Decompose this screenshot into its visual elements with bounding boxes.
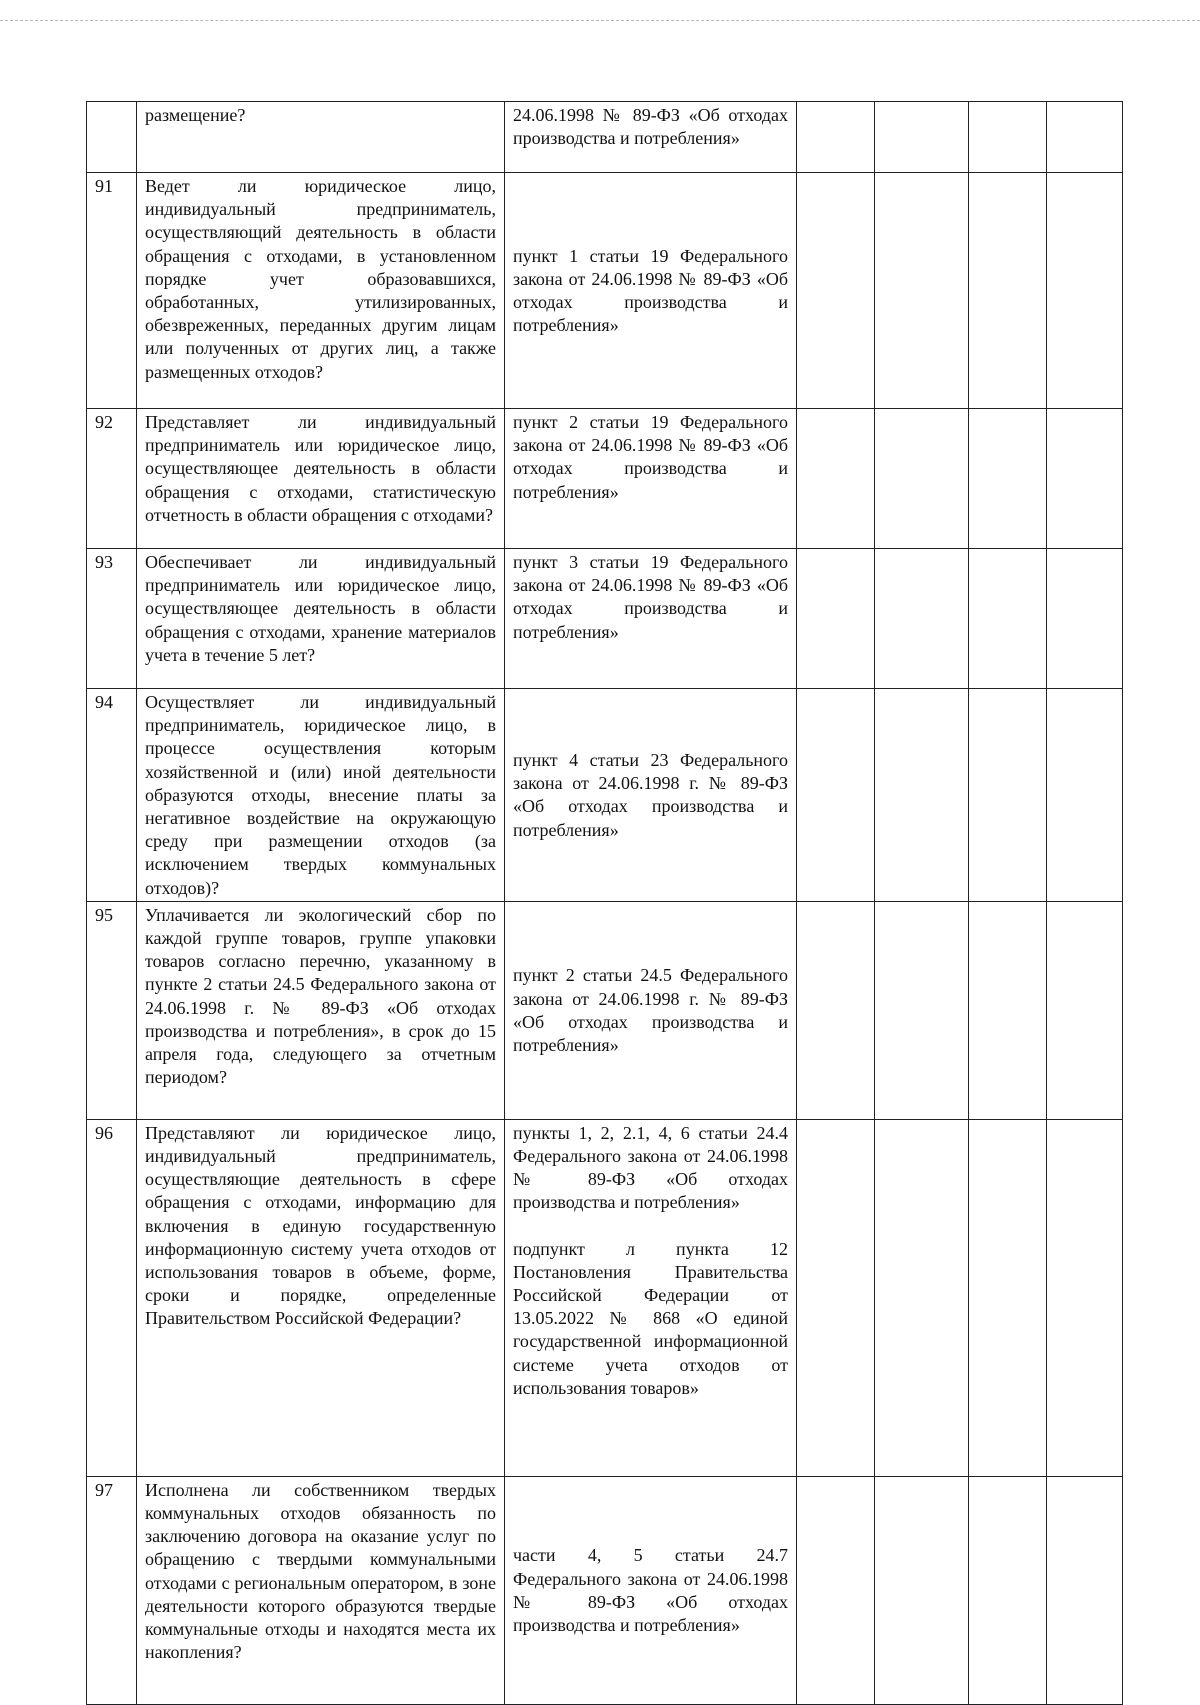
answer-no-cell[interactable] (875, 409, 969, 549)
row-number: 95 (87, 901, 137, 1119)
row-number: 92 (87, 409, 137, 549)
answer-na-cell[interactable] (969, 1476, 1047, 1704)
note-cell[interactable] (1047, 549, 1123, 689)
checklist-table (86, 101, 1123, 1705)
reference-paragraph: подпункт л пункта 12 Постановления Правительства Российской Федерации от 13.05.2022 № 868 «О единой государственной информационной системе учета отходов от использования товаров» (513, 1238, 788, 1398)
answer-yes-cell[interactable] (797, 549, 875, 689)
table-row (87, 409, 1123, 549)
note-cell[interactable] (1047, 689, 1123, 902)
legal-reference (505, 549, 797, 689)
table-row (87, 901, 1123, 1119)
question-text: Осуществляет ли индивидуальный предприниматель, юридическое лицо, в процессе осуществления которым хозяйственной и (или) иной деятельности образуются отходы, внесение платы за негативное воздействие на окружающую среду при размещении отходов (за исключением твердых коммунальных отходов)? (137, 689, 505, 902)
legal-reference (505, 173, 797, 409)
row-number: 93 (87, 549, 137, 689)
reference-paragraph: пункт 2 статьи 19 Федерального закона от 24.06.1998 № 89-ФЗ «Об отходах производства и потребления» (513, 412, 788, 502)
answer-na-cell[interactable] (969, 549, 1047, 689)
note-cell[interactable] (1047, 1119, 1123, 1476)
answer-no-cell[interactable] (875, 689, 969, 902)
answer-no-cell[interactable] (875, 1476, 969, 1704)
answer-no-cell[interactable] (875, 549, 969, 689)
note-cell[interactable] (1047, 409, 1123, 549)
table-row (87, 102, 1123, 173)
answer-yes-cell[interactable] (797, 409, 875, 549)
reference-paragraph: 24.06.1998 № 89-ФЗ «Об отходах производства и потребления» (513, 105, 788, 149)
legal-reference (505, 1119, 797, 1476)
answer-yes-cell[interactable] (797, 1476, 875, 1704)
scan-edge-line (0, 20, 1200, 21)
answer-na-cell[interactable] (969, 173, 1047, 409)
question-text: размещение? (137, 102, 505, 173)
reference-paragraph: части 4, 5 статьи 24.7 Федерального закона от 24.06.1998 № 89-ФЗ «Об отходах производства и потребления» (513, 1545, 788, 1636)
answer-na-cell[interactable] (969, 409, 1047, 549)
row-number: 97 (87, 1476, 137, 1704)
note-cell[interactable] (1047, 173, 1123, 409)
answer-no-cell[interactable] (875, 1119, 969, 1476)
answer-na-cell[interactable] (969, 1119, 1047, 1476)
answer-yes-cell[interactable] (797, 102, 875, 173)
note-cell[interactable] (1047, 102, 1123, 173)
question-text: Представляют ли юридическое лицо, индивидуальный предприниматель, осуществляющие деятельность в сфере обращения с отходами, информацию для включения в единую государственную информационную систему учета отходов от использования товаров в объеме, форме, сроки и порядке, определенные Правительством Российской Федерации? (137, 1119, 505, 1476)
answer-no-cell[interactable] (875, 901, 969, 1119)
question-text: Ведет ли юридическое лицо, индивидуальный предприниматель, осуществляющий деятельность в области обращения с отходами, в установленном порядке учет образовавшихся, обработанных, утилизированных, обезвреженных, переданных другим лицам или полученных от других лиц, а также размещенных отходов? (137, 173, 505, 409)
table-row (87, 549, 1123, 689)
answer-yes-cell[interactable] (797, 901, 875, 1119)
legal-reference (505, 409, 797, 549)
legal-reference (505, 1476, 797, 1704)
table-row (87, 689, 1123, 902)
legal-reference (505, 102, 797, 173)
answer-yes-cell[interactable] (797, 1119, 875, 1476)
row-number: 96 (87, 1119, 137, 1476)
question-text: Исполнена ли собственником твердых коммунальных отходов обязанность по заключению договора на оказание услуг по обращению с твердыми коммунальными отходами с региональным оператором, в зоне деятельности которого образуются твердые коммунальные отходы и находятся места их накопления? (137, 1476, 505, 1704)
answer-na-cell[interactable] (969, 102, 1047, 173)
row-number: 91 (87, 173, 137, 409)
note-cell[interactable] (1047, 1476, 1123, 1704)
reference-paragraph: пункт 4 статьи 23 Федерального закона от 24.06.1998 г. № 89-ФЗ «Об отходах производства и потребления» (513, 750, 788, 840)
answer-no-cell[interactable] (875, 173, 969, 409)
answer-no-cell[interactable] (875, 102, 969, 173)
reference-paragraph: пункты 1, 2, 2.1, 4, 6 статьи 24.4 Федерального закона от 24.06.1998 № 89-ФЗ «Об отходах производства и потребления» (513, 1122, 788, 1213)
question-text: Уплачивается ли экологический сбор по каждой группе товаров, группе упаковки товаров согласно перечню, указанному в пункте 2 статьи 24.5 Федерального закона от 24.06.1998 г. № 89-ФЗ «Об отходах производства и потребления», в срок до 15 апреля года, следующего за отчетным периодом? (137, 901, 505, 1119)
note-cell[interactable] (1047, 901, 1123, 1119)
row-number (87, 102, 137, 173)
question-text: Представляет ли индивидуальный предприниматель или юридическое лицо, осуществляющее деятельность в области обращения с отходами, статистическую отчетность в области обращения с отходами? (137, 409, 505, 549)
reference-paragraph: пункт 3 статьи 19 Федерального закона от 24.06.1998 № 89-ФЗ «Об отходах производства и потребления» (513, 552, 788, 642)
answer-na-cell[interactable] (969, 901, 1047, 1119)
row-number: 94 (87, 689, 137, 902)
reference-paragraph: пункт 1 статьи 19 Федерального закона от 24.06.1998 № 89-ФЗ «Об отходах производства и потребления» (513, 245, 788, 336)
answer-yes-cell[interactable] (797, 173, 875, 409)
table-row (87, 1476, 1123, 1704)
answer-yes-cell[interactable] (797, 689, 875, 902)
table-row (87, 1119, 1123, 1476)
answer-na-cell[interactable] (969, 689, 1047, 902)
table-row (87, 173, 1123, 409)
question-text: Обеспечивает ли индивидуальный предприниматель или юридическое лицо, осуществляющее деятельность в области обращения с отходами, хранение материалов учета в течение 5 лет? (137, 549, 505, 689)
legal-reference (505, 901, 797, 1119)
legal-reference (505, 689, 797, 902)
reference-paragraph: пункт 2 статьи 24.5 Федерального закона от 24.06.1998 г. № 89-ФЗ «Об отходах производства и потребления» (513, 965, 788, 1056)
